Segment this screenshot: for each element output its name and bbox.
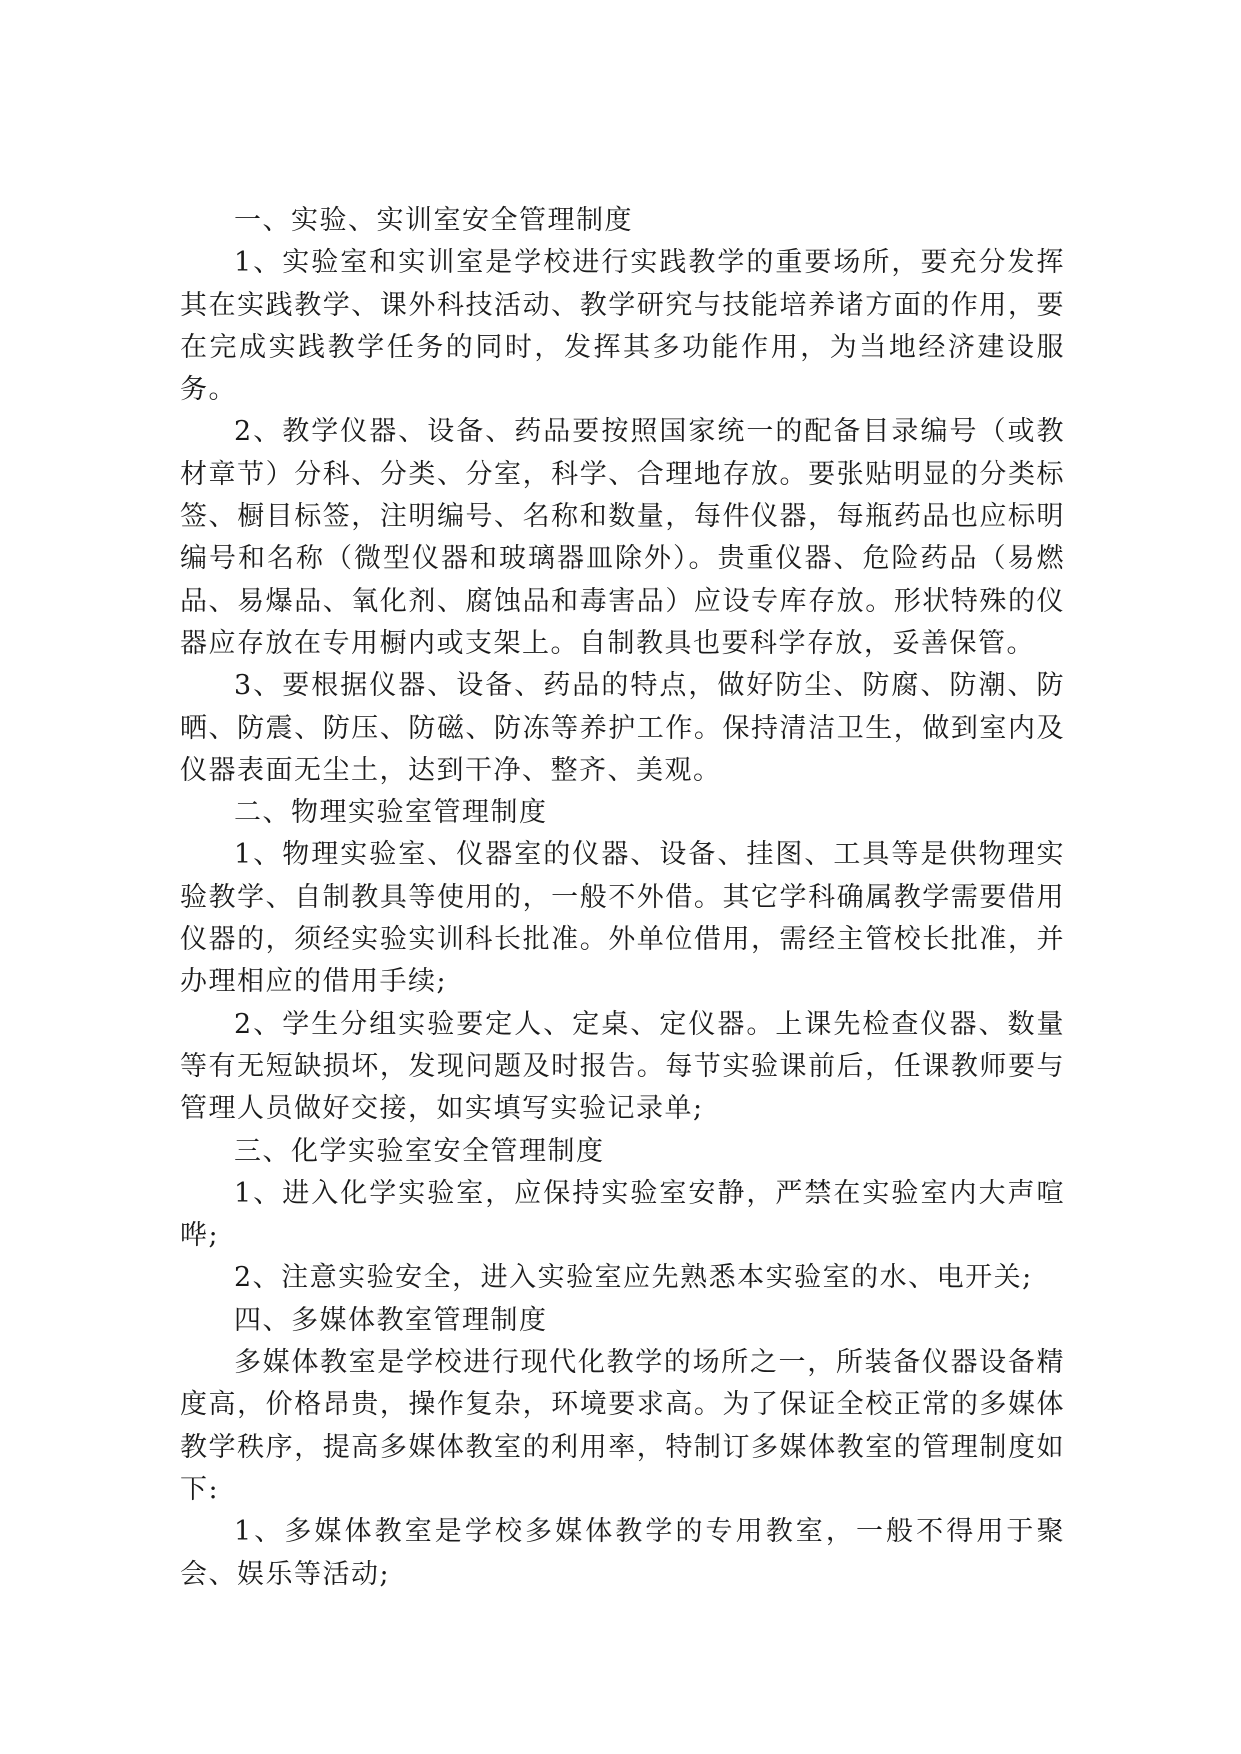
paragraph: 3、要根据仪器、设备、药品的特点，做好防尘、防腐、防潮、防晒、防震、防压、防磁、防冻等养护工作。保持清洁卫生，做到室内及仪器表面无尘土，达到干净、整齐、美观。 [180,670,1065,786]
paragraph: 1、多媒体教室是学校多媒体教学的专用教室，一般不得用于聚会、娱乐等活动; [180,1516,1065,1590]
section-heading-2: 二、物理实验室管理制度 [234,797,548,829]
paragraph: 1、物理实验室、仪器室的仪器、设备、挂图、工具等是供物理实验教学、自制教具等使用的，一般不外借。其它学科确属教学需要借用仪器的，须经实验实训科长批准。外单位借用，需经主管校长批准，并办理相应的借用手续; [180,839,1065,998]
paragraph: 2、教学仪器、设备、药品要按照国家统一的配备目录编号（或教材章节）分科、分类、分室，科学、合理地存放。要张贴明显的分类标签、橱目标签，注明编号、名称和数量，每件仪器，每瓶药品也应标明编号和名称（微型仪器和玻璃器皿除外）。贵重仪器、危险药品（易燃品、易爆品、氧化剂、腐蚀品和毒害品）应设专库存放。形状特殊的仪器应存放在专用橱内或支架上。自制教具也要科学存放，妥善保管。 [180,416,1065,659]
paragraph: 1、实验室和实训室是学校进行实践教学的重要场所，要充分发挥其在实践教学、课外科技活动、教学研究与技能培养诸方面的作用，要在完成实践教学任务的同时，发挥其多功能作用，为当地经济建设服务。 [180,247,1065,406]
section-heading-3: 三、化学实验室安全管理制度 [234,1135,605,1167]
paragraph: 2、注意实验安全，进入实验室应先熟悉本实验室的水、电开关; [234,1262,1033,1294]
paragraph: 1、进入化学实验室，应保持实验室安静，严禁在实验室内大声喧哗; [180,1177,1065,1252]
paragraph: 多媒体教室是学校进行现代化教学的场所之一，所装备仪器设备精度高，价格昂贵，操作复杂，环境要求高。为了保证全校正常的多媒体教学秩序，提高多媒体教室的利用率，特制订多媒体教室的管理制度如下: [180,1347,1065,1505]
section-heading-4: 四、多媒体教室管理制度 [234,1304,548,1336]
document-body [180,200,1065,1596]
paragraph: 2、学生分组实验要定人、定桌、定仪器。上课先检查仪器、数量等有无短缺损坏，发现问题及时报告。每节实验课前后，任课教师要与管理人员做好交接，如实填写实验记录单; [180,1008,1065,1125]
section-heading-1: 一、实验、实训室安全管理制度 [234,205,633,236]
